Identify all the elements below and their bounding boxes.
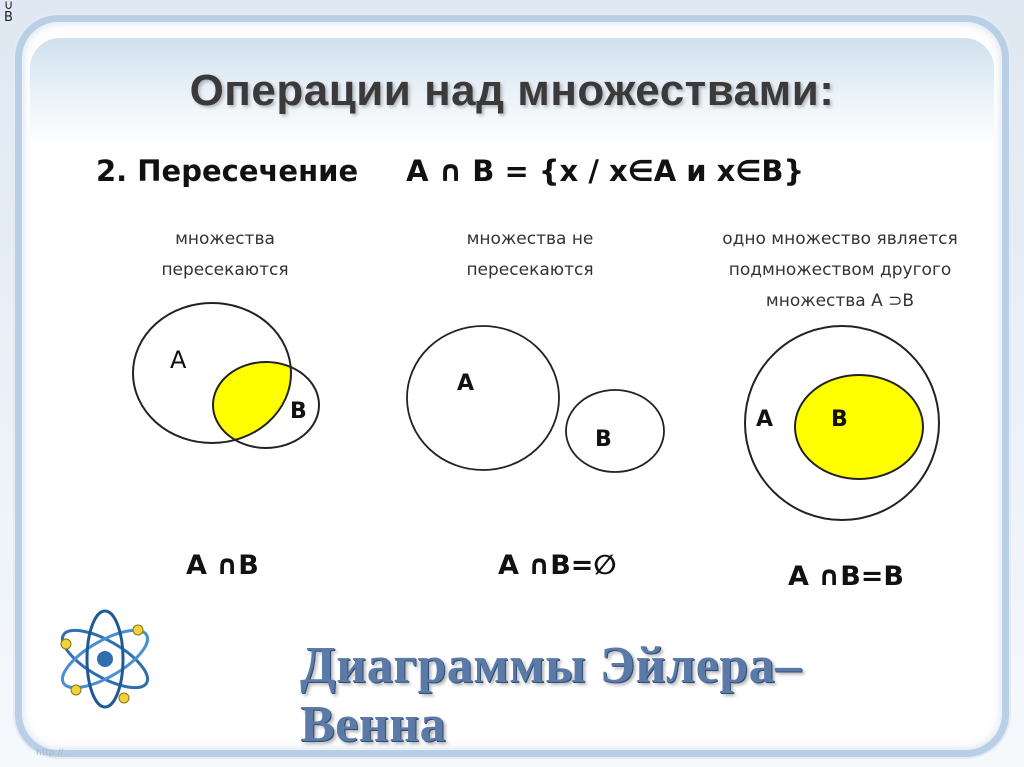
result-intersecting: A ∩B: [186, 550, 259, 581]
set-a-label: A: [756, 407, 774, 432]
result-disjoint: A ∩B=∅: [498, 550, 617, 581]
footer-url: http://...: [36, 748, 73, 758]
caption-line: подмножеством другого: [728, 260, 952, 280]
formula-heading: 2. Пересечение: [96, 154, 359, 188]
set-b-label: B: [290, 399, 307, 424]
set-a-circle: [407, 326, 559, 470]
venn-intersecting: [133, 303, 319, 448]
set-b-label: B: [831, 407, 848, 432]
caption-line: пересекаются: [161, 260, 289, 280]
set-a-label: A: [457, 371, 475, 396]
slide-title: Операции над множествами:: [189, 66, 835, 115]
result-subset: A ∩B=B: [788, 561, 905, 592]
set-b-circle: [795, 375, 923, 479]
corner-mark-top: ∪: [4, 0, 14, 13]
venn-disjoint: [407, 326, 664, 472]
formula-definition: A ∩ B = {x / x∈A и x∈B}: [406, 154, 805, 188]
venn-subset: [745, 326, 939, 520]
set-b-label: B: [595, 427, 612, 452]
atom-logo-icon: [52, 606, 158, 712]
caption-line: одно множество является: [722, 229, 958, 249]
caption-line: пересекаются: [466, 260, 594, 280]
set-a-label: A: [170, 346, 187, 374]
caption-line: множества A ⊃B: [765, 291, 915, 311]
set-b-circle: [566, 390, 664, 472]
corner-mark-bottom: B: [4, 10, 13, 25]
caption-line: множества не: [466, 229, 594, 249]
caption-line: множества: [175, 229, 275, 249]
bottom-title: Диаграммы Эйлера–Венна: [300, 637, 802, 753]
